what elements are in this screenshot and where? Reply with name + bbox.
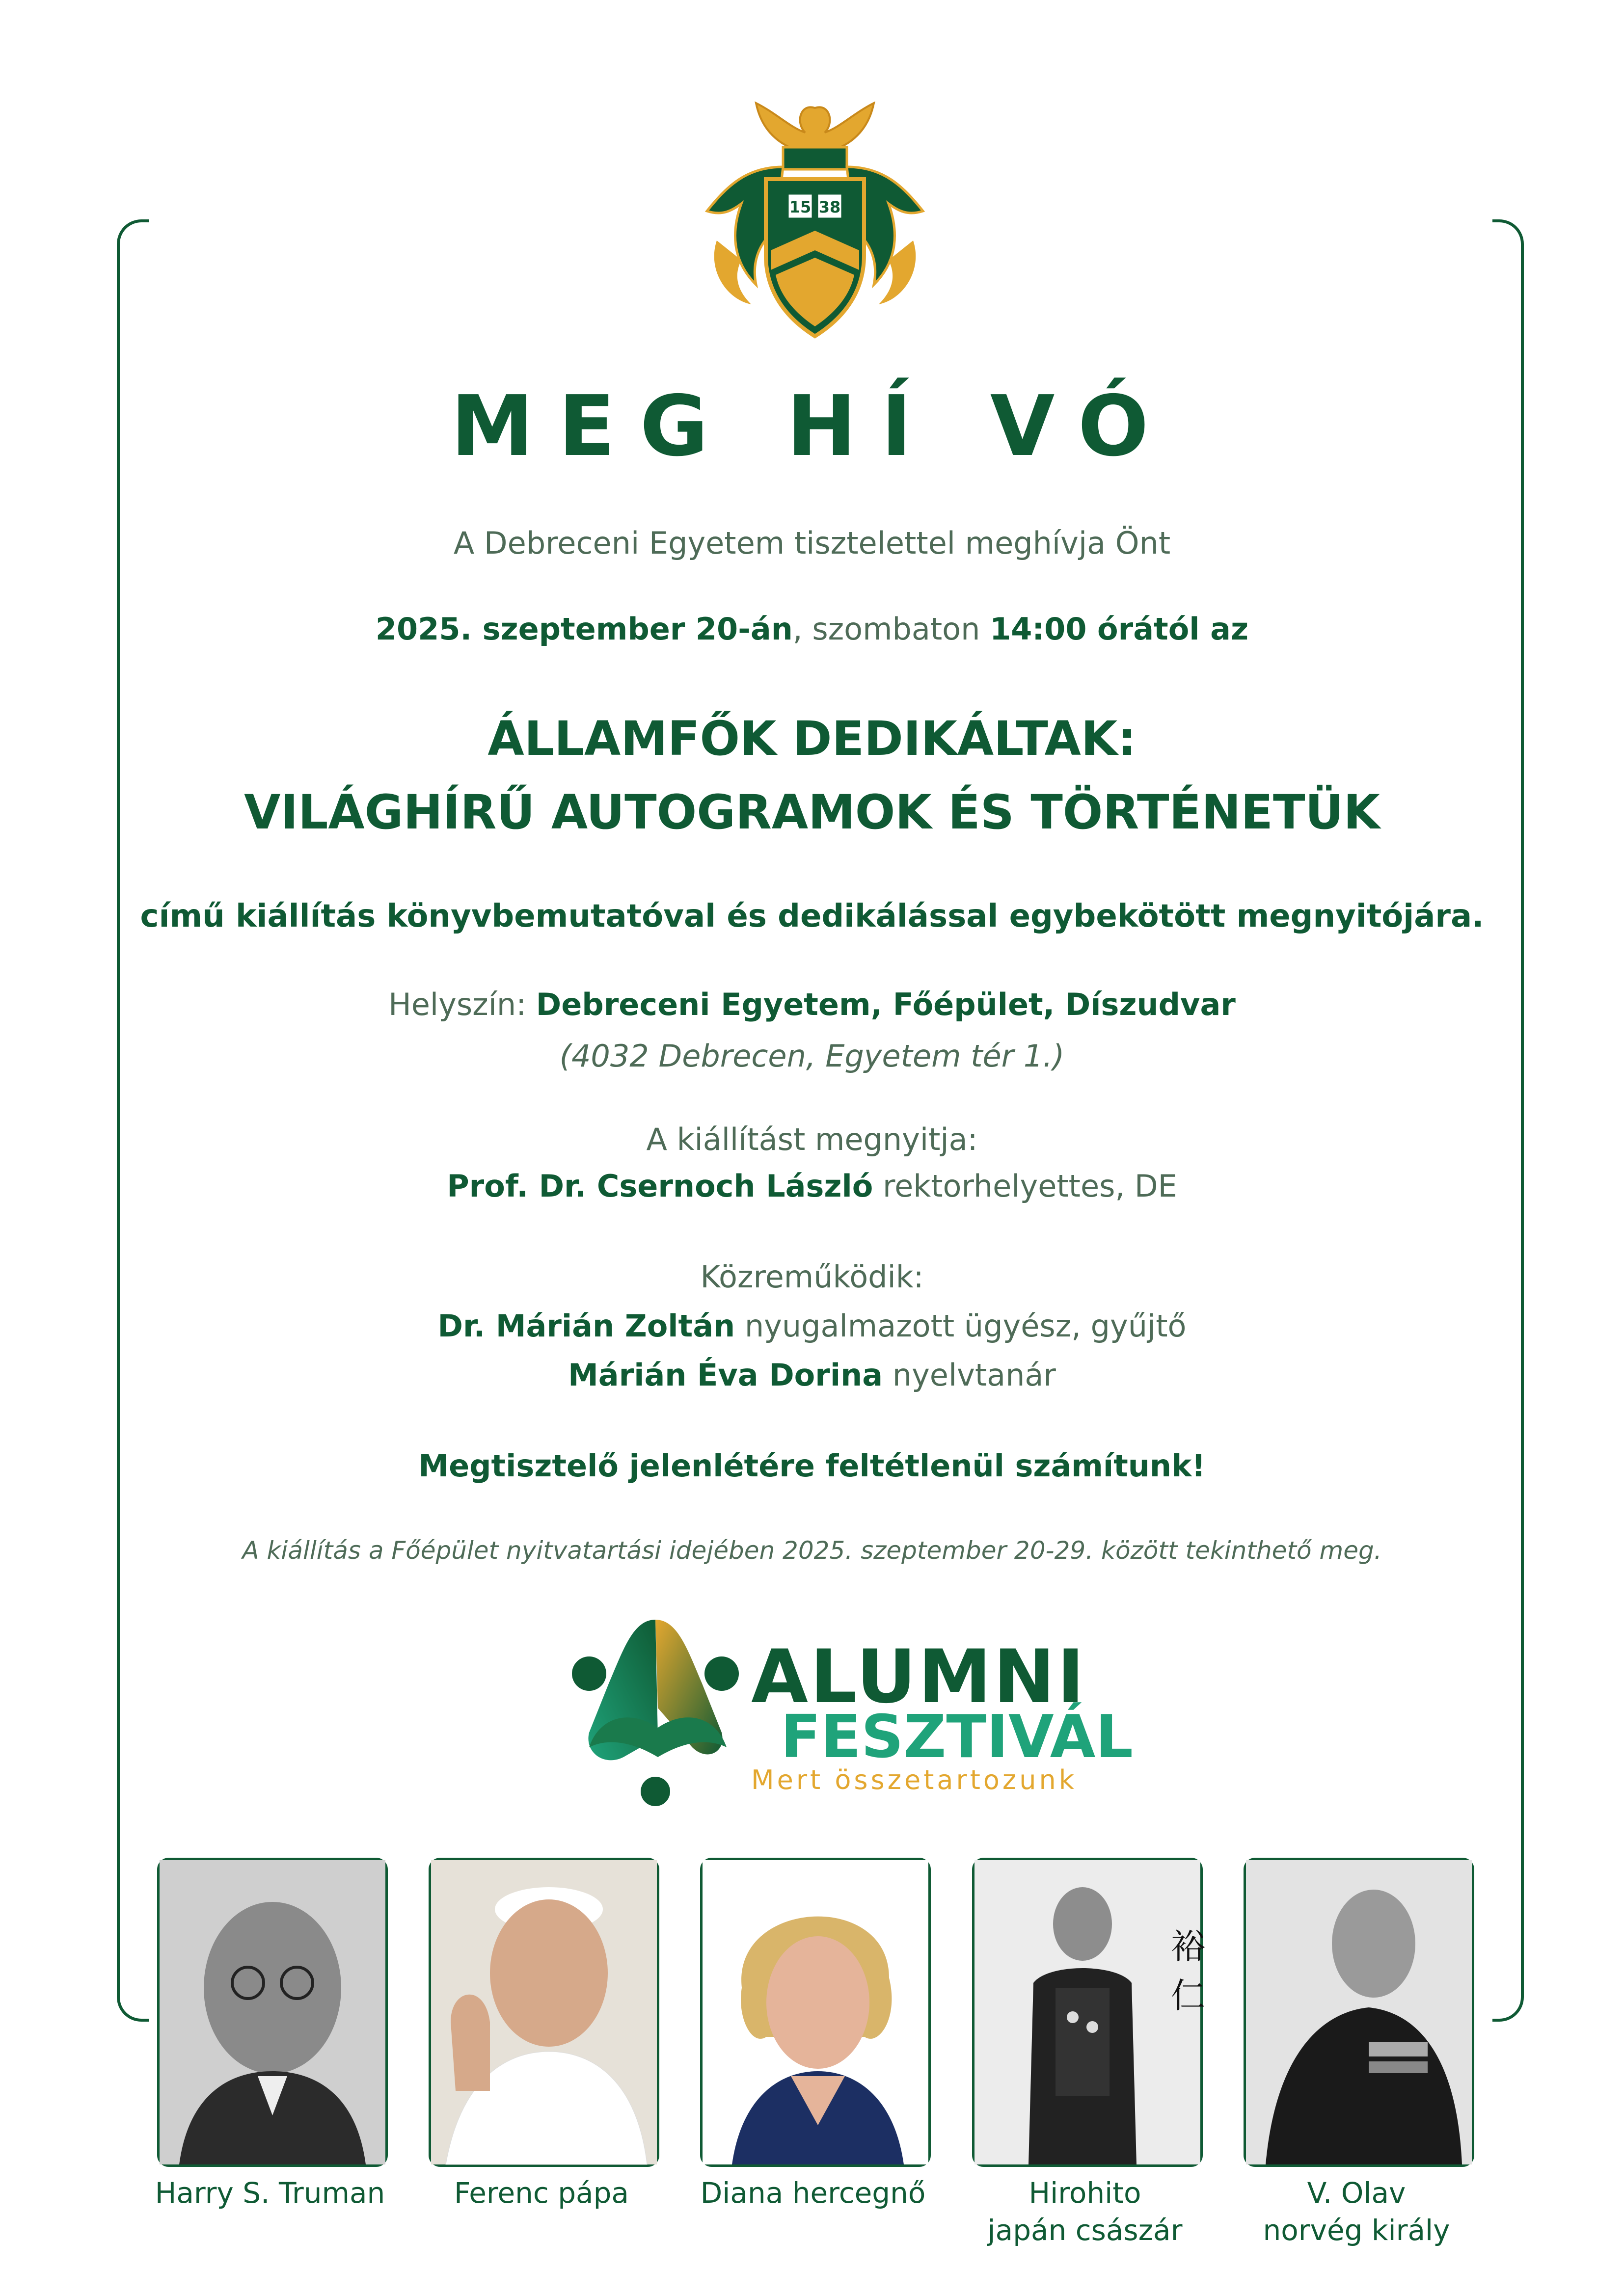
crest-year-left: 15: [789, 198, 812, 216]
contributor-2: [0, 1357, 1624, 1393]
contributors-label: Közreműködik:: [700, 1259, 924, 1295]
contributor-1: [0, 1308, 1624, 1344]
frame-left: [117, 219, 149, 2022]
frame-right: [1492, 219, 1524, 2022]
caption-pope-francis: [404, 2174, 679, 2212]
subtitle: című kiállítás könyvbemutatóval és dedikálással egybekötött megnyitójára.: [140, 898, 1484, 934]
headline-line-1: ÁLLAMFŐK DEDIKÁLTAK:: [487, 711, 1137, 766]
opening-line: [0, 1168, 1624, 1204]
date-line: [0, 611, 1624, 647]
headline-line-2: VILÁGHÍRŰ AUTOGRAMOK ÉS TÖRTÉNETÜK: [244, 785, 1380, 840]
closing-text: Megtisztelő jelenlétére feltétlenül számítunk!: [418, 1448, 1206, 1484]
opening-name: Prof. Dr. Csernoch László: [447, 1168, 873, 1204]
portrait-hirohito: [972, 1858, 1203, 2167]
caption-hirohito-line-2: japán császár: [987, 2214, 1183, 2247]
opening-label: A kiállítást megnyitja:: [646, 1121, 978, 1157]
caption-hirohito-line-1: Hirohito: [1029, 2176, 1141, 2210]
caption-princess-diana: [676, 2174, 950, 2212]
venue-label: Helyszín:: [388, 987, 536, 1022]
svg-text:仁: 仁: [1171, 1976, 1205, 2016]
venue-line: [0, 987, 1624, 1022]
alumni-subtitle: FESZTIVÁL: [781, 1703, 1133, 1771]
university-crest-logo: [677, 93, 952, 358]
svg-text:裕: 裕: [1171, 1926, 1205, 1967]
caption-olav-line-2: norvég király: [1263, 2214, 1450, 2247]
alumni-title: ALUMNI: [751, 1634, 1086, 1720]
exhibition-note: A kiállítás a Főépület nyitvatartási idejében 2025. szeptember 20-29. között tekinthető meg.: [242, 1536, 1382, 1565]
page-title: MEG HÍ VÓ: [451, 378, 1173, 475]
caption-pope-francis-line-1: Ferenc pápa: [454, 2176, 629, 2210]
event-time: 14:00 órától az: [990, 611, 1249, 647]
contributor-2-role: nyelvtanár: [883, 1357, 1056, 1393]
caption-princess-diana-line-1: Diana hercegnő: [700, 2176, 926, 2210]
caption-hirohito: [947, 2174, 1222, 2249]
event-date: 2025. szeptember 20-án: [375, 611, 793, 647]
portrait-pope-francis: [429, 1858, 659, 2167]
contributor-2-name: Márián Éva Dorina: [568, 1357, 883, 1393]
caption-olav-line-1: V. Olav: [1307, 2176, 1406, 2210]
caption-olav: [1219, 2174, 1494, 2249]
caption-truman-line-1: Harry S. Truman: [155, 2176, 385, 2210]
venue-name: Debreceni Egyetem, Főépület, Díszudvar: [536, 987, 1236, 1022]
portrait-princess-diana: [700, 1858, 931, 2167]
caption-truman: [133, 2174, 407, 2212]
alumni-tagline: Mert összetartozunk: [751, 1764, 1077, 1795]
crest-year-right: 38: [818, 198, 841, 216]
event-day: , szombaton: [792, 611, 990, 647]
venue-address: (4032 Debrecen, Egyetem tér 1.): [559, 1038, 1065, 1074]
contributor-1-role: nyugalmazott ügyész, gyűjtő: [735, 1308, 1187, 1344]
portrait-truman: [157, 1858, 388, 2167]
intro-text: A Debreceni Egyetem tisztelettel meghívja Önt: [453, 525, 1171, 561]
portrait-olav: [1244, 1858, 1474, 2167]
opening-role: rektorhelyettes, DE: [873, 1168, 1177, 1204]
contributor-1-name: Dr. Márián Zoltán: [437, 1308, 735, 1344]
